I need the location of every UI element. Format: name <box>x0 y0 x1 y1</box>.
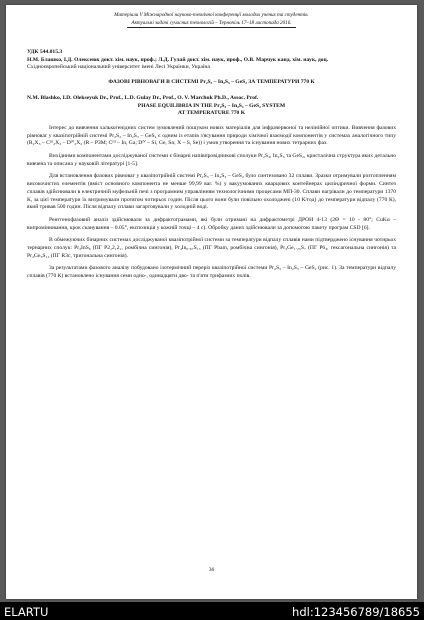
udc-code: УДК 544.015.3 <box>27 49 63 55</box>
authors-english: N.M. Blashko, I.D. Olekseyuk Dr., Prof., L.D. Gulay Dr., Prof., O. V. Marchuk Ph.D., Assoc. Prof. <box>27 94 259 101</box>
paragraph-intro: Інтерес до вивчення халькогенідних систем зумовлений пошуком нових матеріалів для інфрачервоної та нелінійної оптики. Вивчення фазових рівноваг у квазіпотрійній системі Pr₂S₃ – In₂S₃ – GeS₂ є одним із етапів з'ясування природи хімічної взаємодії компонентів у системах аналогічного типу (R₂X₃ – Cᴵᴵᴵ₂X₃ – Dᴵⱽ₂X₂ (R – P3M; Cᴵᴵᴵ – In, Ga; Dᴵⱽ – Si, Ge, Sn; X – S, Se)) і умов утворення та існування нових тетрарних фаз. <box>27 124 396 147</box>
paragraph-xrd: Рентгенофазовий аналіз здійснювали за дифрактограмами, які були отримані на дифрактометрі ДРОН 4-13 (2Θ = 10 - 80°; CuKα – випромінювання, крок сканування – 0.05°, експозиція у кожній точці – 4 с). Обробку даних здійснювали за допомогою пакету програм CSD [6]. <box>27 216 396 231</box>
document-page <box>6 5 417 599</box>
paragraph-results: За результатами фазового аналізу побудовано ізотермічний переріз квазіпотрійної системи Pr₂S₃ – In₂S₃ – GeS₂ (рис. 1). За температури відпалу сплавів (770 К) встановлено існування семи одно-, одинадцяти дво- та п'яти трифазних полів. <box>27 265 396 280</box>
viewer-footer-bar <box>0 602 424 620</box>
conference-header <box>6 11 417 28</box>
paragraph-synthesis: Для встановлення фазових рівноваг у квазіпотрійній системі Pr₂S₃ – In₂S₃ – GeS₂ було синтезовано 32 сплави. Зразки отримували розтопленням високочистих елементів (вміст основного компонента не менше 99,99 ваг. %) у вакуумованих кварцових контейнерах циліндричної форми. Синтез сплавів здійснювали в електричній муфельній печі з програмним управлінням технологічними процесами МП-30. Сплави нагрівали до температури 1370 К, за цієї температури їх витримували протягом чотирьох годин. Після цього вони були повільно охолоджені (10 К/год) до температури відпалу (770 К), який тривав 500 годин. Після відпалу сплави загартовували у холодній воді. <box>27 173 396 211</box>
paragraph-components: Вихідними компонентами досліджуваної системи є бінарні напівпровідникові сполуки Pr₂S₃, In₂S₃ та GeS₂, кристалічна структура яких детально вивчена та описана у науковій літературі [1-5]. <box>27 153 396 167</box>
paragraph-ternary-compounds: В обмежуючих бінарних системах досліджуваної квазіпотрійної системи за температури відпалу сплавів нами підтверджено існування чотирьох тернарних сполук: Pr₃InS₆ (ПГ P2₁2₁2₁, ромбічна сингонія), Pr₄In₆.₆₇S₁₅ (ПГ Pbam, ромбічна сингонія), Pr₃Ge₁.₂₅S₇ (ПГ P6₃, гексагональна сингонія) та Pr₄Ge₃S₁₂ (ПГ R3c, тригональна сингонія). <box>27 237 396 259</box>
affiliation: Східноєвропейський національний університет імені Лесі Українки, Україна <box>27 64 210 71</box>
title-ukrainian: ФАЗОВІ РІВНОВАГИ В СИСТЕМІ Pr₂S₃ – In₂S₃ – GeS₂ ЗА ТЕМПЕРАТУРИ 770 К <box>108 79 315 86</box>
header-line-2: Актуальні задачі сучасних технологій – Тернопіль 17–18 листопада 2016. <box>127 19 295 28</box>
title-english-line-2: AT TEMPERATURE 770 K <box>177 110 246 117</box>
title-english-line-1: PHASE EQUILIBRIA IN THE Pr₂S₃ – In₂S₃ – GeS₂ SYSTEM <box>137 102 286 109</box>
header-line-1: Матеріали V Міжнародної науково-технічної конференції молодих учених та студентів. <box>114 12 309 18</box>
repository-name: ELARTU <box>4 605 49 619</box>
authors-ukrainian: Н.М. Блашко, І.Д. Олексеюк докт. хім. наук, проф.; Л.Д. Гулай докт. хім. наук, проф., О.В. Марчук канд. хім. наук, доц. <box>27 56 329 63</box>
page-number: 36 <box>208 567 215 573</box>
handle-link[interactable]: hdl:123456789/18655 <box>292 605 420 619</box>
article-body <box>27 49 396 286</box>
title-english <box>27 103 396 118</box>
